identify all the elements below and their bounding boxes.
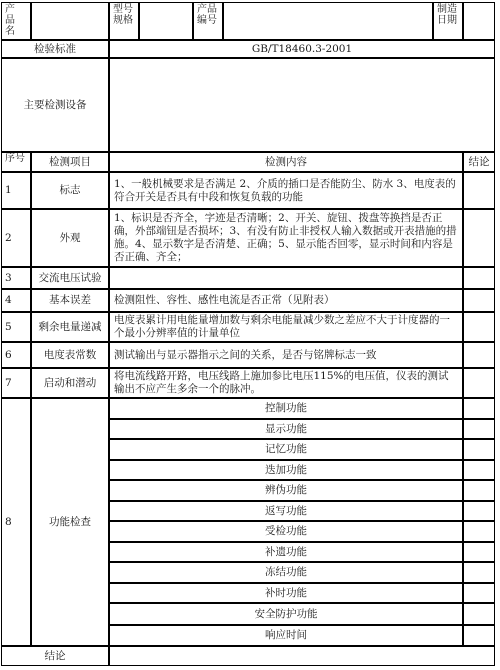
function-conclusion[interactable] <box>463 521 495 542</box>
equipment-label: 主要检测设备 <box>1 58 109 152</box>
function-conclusion[interactable] <box>463 501 495 521</box>
manufacture-date-value[interactable] <box>463 2 495 40</box>
row-item: 剩余电量递减 <box>31 312 109 342</box>
row-item: 启动和潜动 <box>31 368 109 398</box>
row-content: 电度表累计用电能量增加数与剩余电能量减少数之差应不大于计度器的一个最小分辨率值的计量单位 <box>109 312 463 342</box>
manufacture-date-label-cell <box>433 2 463 40</box>
function-conclusion[interactable] <box>463 439 495 460</box>
row-conclusion[interactable] <box>463 312 495 342</box>
function-conclusion[interactable] <box>463 603 495 625</box>
row-item: 标志 <box>31 172 109 209</box>
row-item: 电度表常数 <box>31 342 109 368</box>
row-item: 外观 <box>31 209 109 267</box>
row-no: 1 <box>1 172 31 209</box>
function-item: 冻结功能 <box>109 562 463 583</box>
standard-label: 检验标准 <box>1 40 109 58</box>
row-content <box>109 267 463 289</box>
row-content: 检测阻性、容性、感性电流是否正常（见附表） <box>109 289 463 312</box>
function-conclusion[interactable] <box>463 398 495 419</box>
row-no: 4 <box>1 289 31 312</box>
product-no-label-cell <box>193 2 223 40</box>
row-item: 基本误差 <box>31 289 109 312</box>
row-content: 1、标识是否齐全，字迹是否清晰；2、开关、旋钮、拨盘等换挡是否正确，外部端钮是否损坏；3、有没有防止非授权人输入数据或开表措施的措施。4、显示数字是否清楚、正确；5、显示能否回零，显示时间和内容是否正确、齐全； <box>109 209 463 267</box>
row-no: 5 <box>1 312 31 342</box>
product-name-value[interactable] <box>31 2 109 40</box>
row-no: 8 <box>1 398 31 646</box>
inspection-form <box>2 3 496 667</box>
model-label-cell <box>109 2 139 40</box>
row-conclusion[interactable] <box>463 342 495 368</box>
function-item: 补遗功能 <box>109 542 463 562</box>
function-item: 显示功能 <box>109 419 463 439</box>
function-conclusion[interactable] <box>463 542 495 562</box>
function-item: 迭加功能 <box>109 460 463 480</box>
final-conclusion-value[interactable] <box>109 646 495 666</box>
product-no-label: 产品编号 <box>197 4 217 26</box>
row-conclusion[interactable] <box>463 172 495 209</box>
function-conclusion[interactable] <box>463 460 495 480</box>
row-item: 功能检查 <box>31 398 109 646</box>
standard-value: GB/T18460.3-2001 <box>109 40 495 58</box>
row-conclusion[interactable] <box>463 267 495 289</box>
function-item: 受检功能 <box>109 521 463 542</box>
final-conclusion-label: 结论 <box>1 646 109 666</box>
product-no-value[interactable] <box>223 2 433 40</box>
model-value[interactable] <box>139 2 193 40</box>
function-item: 响应时间 <box>109 625 463 646</box>
row-no: 6 <box>1 342 31 368</box>
function-conclusion[interactable] <box>463 583 495 603</box>
row-item: 交流电压试验 <box>31 267 109 289</box>
column-content: 检测内容 <box>109 152 463 172</box>
product-name-label: 产品名 <box>5 4 15 37</box>
function-item: 返写功能 <box>109 501 463 521</box>
row-no: 3 <box>1 267 31 289</box>
model-label: 型号规格 <box>113 4 133 26</box>
function-conclusion[interactable] <box>463 562 495 583</box>
row-no: 2 <box>1 209 31 267</box>
row-content: 将电流线路开路，电压线路上施加参比电压115%的电压值，仪表的测试输出不应产生多余一个的脉冲。 <box>109 368 463 398</box>
function-item: 记忆功能 <box>109 439 463 460</box>
row-content: 测试输出与显示器指示之间的关系，是否与铭牌标志一致 <box>109 342 463 368</box>
function-conclusion[interactable] <box>463 419 495 439</box>
function-item: 补时功能 <box>109 583 463 603</box>
function-item: 安全防护功能 <box>109 603 463 625</box>
column-item: 检测项目 <box>31 152 109 172</box>
column-no: 序号 <box>1 152 31 172</box>
equipment-value[interactable] <box>109 58 495 152</box>
function-conclusion[interactable] <box>463 625 495 646</box>
product-name-label-cell <box>1 2 31 40</box>
column-conclusion: 结论 <box>463 152 495 172</box>
row-conclusion[interactable] <box>463 289 495 312</box>
function-item: 辨伪功能 <box>109 480 463 501</box>
row-content: 1、一般机械要求是否满足 2、介质的插口是否能防尘、防水 3、电度表的符合开关是否具有中段和恢复负载的功能 <box>109 172 463 209</box>
function-conclusion[interactable] <box>463 480 495 501</box>
manufacture-date-label: 制造日期 <box>437 4 457 26</box>
row-no: 7 <box>1 368 31 398</box>
row-conclusion[interactable] <box>463 368 495 398</box>
row-conclusion[interactable] <box>463 209 495 267</box>
function-item: 控制功能 <box>109 398 463 419</box>
